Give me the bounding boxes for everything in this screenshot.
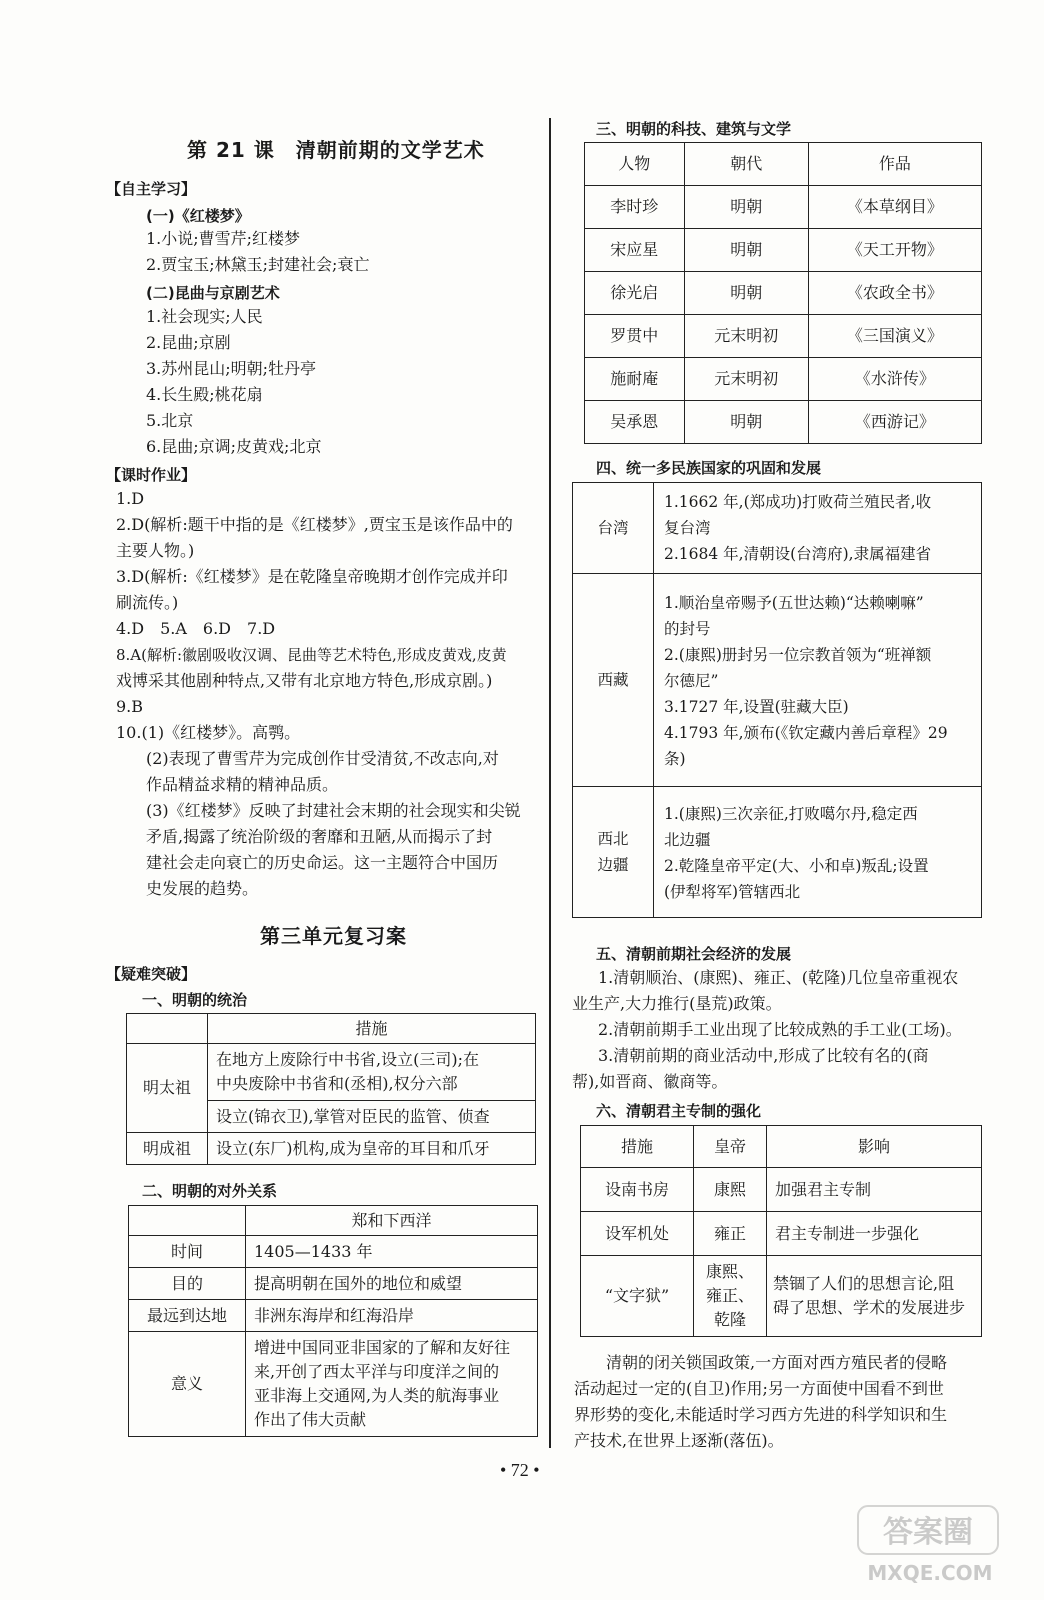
answer-line: 2.D(解析:题干中指的是《红楼梦》,贾宝玉是该作品中的 bbox=[116, 515, 513, 534]
column-divider bbox=[549, 118, 551, 1448]
closing-line: 产技术,在世界上逐渐(落伍)。 bbox=[574, 1431, 784, 1450]
emperor-cell: 雍正 bbox=[694, 1212, 767, 1256]
closing-line: 清朝的闭关锁国政策,一方面对西方殖民者的侵略 bbox=[606, 1353, 948, 1372]
answer-line: 1.D bbox=[116, 489, 145, 508]
watermark-text: 答案圈 bbox=[883, 1515, 973, 1550]
event-line: 2.乾隆皇帝平定(大、小和卓)叛乱;设置 bbox=[664, 857, 929, 875]
self-study-heading: 【自主学习】 bbox=[106, 180, 197, 198]
measure-line: 中央废除中书省和(丞相),权分六部 bbox=[216, 1074, 458, 1093]
region-line: 西北 bbox=[597, 830, 629, 848]
value-line: 亚非海上交通网,为人类的航海事业 bbox=[254, 1386, 500, 1405]
emperor-cell: 康熙 bbox=[694, 1168, 767, 1212]
dynasty-cell: 明朝 bbox=[684, 229, 808, 272]
events-cell bbox=[654, 574, 982, 787]
measure-cell: 设南书房 bbox=[581, 1168, 694, 1212]
work-cell: 《天工开物》 bbox=[808, 229, 981, 272]
row-key: 目的 bbox=[129, 1268, 246, 1300]
economy-line: 业生产,大力推行(垦荒)政策。 bbox=[572, 994, 782, 1013]
answer-line: 4.D 5.A 6.D 7.D bbox=[116, 619, 276, 638]
section-4-heading: 四、统一多民族国家的巩固和发展 bbox=[596, 459, 822, 477]
review-title: 第三单元复习案 bbox=[260, 924, 407, 948]
row-key: 意义 bbox=[129, 1332, 246, 1437]
event-line: 尔德尼” bbox=[664, 672, 719, 690]
impact-cell: 君主专制进一步强化 bbox=[767, 1212, 982, 1256]
row-key: 最远到达地 bbox=[129, 1300, 246, 1332]
impact-line: 禁锢了人们的思想言论,阻 bbox=[773, 1274, 955, 1293]
answer-line: 戏博采其他剧种特点,又带有北京地方特色,形成京剧。) bbox=[116, 671, 493, 690]
economy-line: 1.清朝顺治、(康熙)、雍正、(乾隆)几位皇帝重视农 bbox=[598, 968, 959, 987]
empty-header-cell bbox=[129, 1206, 246, 1236]
emperor-cell bbox=[694, 1256, 767, 1337]
closing-line: 活动起过一定的(自卫)作用;另一方面使中国看不到世 bbox=[574, 1379, 944, 1398]
ming-culture-table bbox=[584, 142, 982, 444]
column-header: 作品 bbox=[808, 143, 981, 186]
zhenghe-table bbox=[128, 1205, 538, 1437]
sub-heading-2: (二)昆曲与京剧艺术 bbox=[146, 284, 280, 302]
section-1-heading: 一、明朝的统治 bbox=[142, 991, 248, 1009]
row-value: 提高明朝在国外的地位和威望 bbox=[246, 1268, 538, 1300]
dynasty-cell: 明朝 bbox=[684, 401, 808, 444]
person-cell: 吴承恩 bbox=[585, 401, 685, 444]
text-line: 1.小说;曹雪芹;红楼梦 bbox=[146, 229, 301, 248]
emperor-line: 康熙、 bbox=[705, 1262, 754, 1281]
economy-line: 2.清朝前期手工业出现了比较成熟的手工业(工场)。 bbox=[598, 1020, 962, 1039]
economy-line: 帮),如晋商、徽商等。 bbox=[572, 1072, 728, 1091]
answer-line: 矛盾,揭露了统治阶级的奢靡和丑陋,从而揭示了封 bbox=[146, 827, 493, 846]
unification-table bbox=[572, 482, 982, 918]
emperor-cell: 明成祖 bbox=[127, 1133, 208, 1165]
answer-line: 3.D(解析:《红楼梦》是在乾隆皇帝晚期才创作完成并印 bbox=[116, 567, 508, 586]
answer-line: 10.(1)《红楼梦》。高鹗。 bbox=[116, 723, 301, 742]
work-cell: 《农政全书》 bbox=[808, 272, 981, 315]
answer-line: 作品精益求精的精神品质。 bbox=[146, 775, 339, 794]
person-cell: 宋应星 bbox=[585, 229, 685, 272]
row-key: 时间 bbox=[129, 1236, 246, 1268]
column-header: 郑和下西洋 bbox=[246, 1206, 538, 1236]
region-cell: 台湾 bbox=[573, 483, 654, 574]
section-3-heading: 三、明朝的科技、建筑与文学 bbox=[596, 120, 792, 138]
watermark-url: MXQE.COM bbox=[867, 1561, 993, 1585]
sub-heading-1: (一)《红楼梦》 bbox=[146, 207, 250, 225]
value-line: 作出了伟大贡献 bbox=[254, 1410, 367, 1429]
column-header: 影响 bbox=[767, 1126, 982, 1168]
person-cell: 徐光启 bbox=[585, 272, 685, 315]
event-line: 1.1662 年,(郑成功)打败荷兰殖民者,收 bbox=[664, 493, 932, 511]
measure-cell: 设立(锦衣卫),掌管对臣民的监管、侦查 bbox=[208, 1101, 536, 1133]
emperor-cell: 明太祖 bbox=[127, 1044, 208, 1133]
work-cell: 《三国演义》 bbox=[808, 315, 981, 358]
work-cell: 《西游记》 bbox=[808, 401, 981, 444]
watermark-logo bbox=[850, 1500, 1010, 1590]
text-line: 5.北京 bbox=[146, 411, 194, 430]
answer-line: 主要人物。) bbox=[116, 541, 195, 560]
column-header: 皇帝 bbox=[694, 1126, 767, 1168]
row-value: 1405—1433 年 bbox=[246, 1236, 538, 1268]
text-line: 1.社会现实;人民 bbox=[146, 307, 263, 326]
column-header: 措施 bbox=[208, 1014, 536, 1044]
measure-cell: 设军机处 bbox=[581, 1212, 694, 1256]
event-line: 4.1793 年,颁布(《钦定藏内善后章程》29 bbox=[664, 724, 948, 742]
impact-cell: 加强君主专制 bbox=[767, 1168, 982, 1212]
dynasty-cell: 元末明初 bbox=[684, 358, 808, 401]
event-line: 的封号 bbox=[664, 620, 711, 638]
text-line: 6.昆曲;京调;皮黄戏;北京 bbox=[146, 437, 322, 456]
event-line: 1.顺治皇帝赐予(五世达赖)“达赖喇嘛” bbox=[664, 594, 924, 612]
row-value: 非洲东海岸和红海沿岸 bbox=[246, 1300, 538, 1332]
value-line: 增进中国同亚非国家的了解和友好往 bbox=[254, 1338, 511, 1357]
work-cell: 《水浒传》 bbox=[808, 358, 981, 401]
person-cell: 施耐庵 bbox=[585, 358, 685, 401]
event-line: 1.(康熙)三次亲征,打败噶尔丹,稳定西 bbox=[664, 805, 918, 823]
page-number: • 72 • bbox=[500, 1460, 540, 1480]
answer-line: 9.B bbox=[116, 697, 144, 716]
event-line: 复台湾 bbox=[664, 519, 711, 537]
column-header: 措施 bbox=[581, 1126, 694, 1168]
measure-line: 在地方上废除行中书省,设立(三司);在 bbox=[216, 1050, 479, 1069]
lesson-title: 第 21 课 清朝前期的文学艺术 bbox=[187, 138, 485, 162]
value-line: 来,开创了西太平洋与印度洋之间的 bbox=[254, 1362, 500, 1381]
event-line: (伊犁将军)管辖西北 bbox=[664, 883, 801, 901]
region-cell bbox=[573, 787, 654, 918]
text-line: 4.长生殿;桃花扇 bbox=[146, 385, 263, 404]
answer-line: 刷流传。) bbox=[116, 593, 179, 612]
section-2-heading: 二、明朝的对外关系 bbox=[142, 1182, 278, 1200]
person-cell: 罗贯中 bbox=[585, 315, 685, 358]
event-line: 北边疆 bbox=[664, 831, 711, 849]
impact-cell bbox=[767, 1256, 982, 1337]
event-line: 2.(康熙)册封另一位宗教首领为“班禅额 bbox=[664, 646, 932, 664]
text-line: 2.昆曲;京剧 bbox=[146, 333, 231, 352]
event-line: 2.1684 年,清朝设(台湾府),隶属福建省 bbox=[664, 545, 932, 563]
autocracy-table bbox=[580, 1125, 982, 1337]
measure-cell: “文字狱” bbox=[581, 1256, 694, 1337]
text-line: 2.贾宝玉;林黛玉;封建社会;衰亡 bbox=[146, 255, 370, 274]
impact-line: 碍了思想、学术的发展进步 bbox=[773, 1298, 966, 1317]
measure-cell bbox=[208, 1044, 536, 1101]
region-line: 边疆 bbox=[597, 856, 629, 874]
answer-line: 史发展的趋势。 bbox=[146, 879, 259, 898]
ming-rule-table bbox=[126, 1013, 536, 1165]
dynasty-cell: 明朝 bbox=[684, 272, 808, 315]
answer-line: (2)表现了曹雪芹为完成创作甘受清贫,不改志向,对 bbox=[146, 749, 499, 768]
answer-line: 建社会走向衰亡的历史命运。这一主题符合中国历 bbox=[146, 853, 499, 872]
event-line: 3.1727 年,设置(驻藏大臣) bbox=[664, 698, 849, 716]
column-header: 人物 bbox=[585, 143, 685, 186]
row-value bbox=[246, 1332, 538, 1437]
difficulty-heading: 【疑难突破】 bbox=[106, 965, 197, 983]
answer-line: 8.A(解析:徽剧吸收汉调、昆曲等艺术特色,形成皮黄戏,皮黄 bbox=[116, 646, 507, 664]
work-cell: 《本草纲目》 bbox=[808, 186, 981, 229]
closing-line: 界形势的变化,未能适时学习西方先进的科学知识和生 bbox=[574, 1405, 948, 1424]
emperor-line: 雍正、 bbox=[705, 1286, 754, 1305]
section-5-heading: 五、清朝前期社会经济的发展 bbox=[596, 945, 792, 963]
answer-line: (3)《红楼梦》反映了封建社会末期的社会现实和尖锐 bbox=[146, 801, 521, 820]
events-cell bbox=[654, 483, 982, 574]
person-cell: 李时珍 bbox=[585, 186, 685, 229]
event-line: 条) bbox=[664, 750, 686, 768]
text-line: 3.苏州昆山;明朝;牡丹亭 bbox=[146, 359, 317, 378]
dynasty-cell: 明朝 bbox=[684, 186, 808, 229]
emperor-line: 乾隆 bbox=[713, 1310, 746, 1329]
section-6-heading: 六、清朝君主专制的强化 bbox=[596, 1102, 762, 1120]
homework-heading: 【课时作业】 bbox=[106, 466, 197, 484]
measure-cell: 设立(东厂)机构,成为皇帝的耳目和爪牙 bbox=[208, 1133, 536, 1165]
events-cell bbox=[654, 787, 982, 918]
region-cell: 西藏 bbox=[573, 574, 654, 787]
empty-header-cell bbox=[127, 1014, 208, 1044]
column-header: 朝代 bbox=[684, 143, 808, 186]
economy-line: 3.清朝前期的商业活动中,形成了比较有名的(商 bbox=[598, 1046, 929, 1065]
dynasty-cell: 元末明初 bbox=[684, 315, 808, 358]
